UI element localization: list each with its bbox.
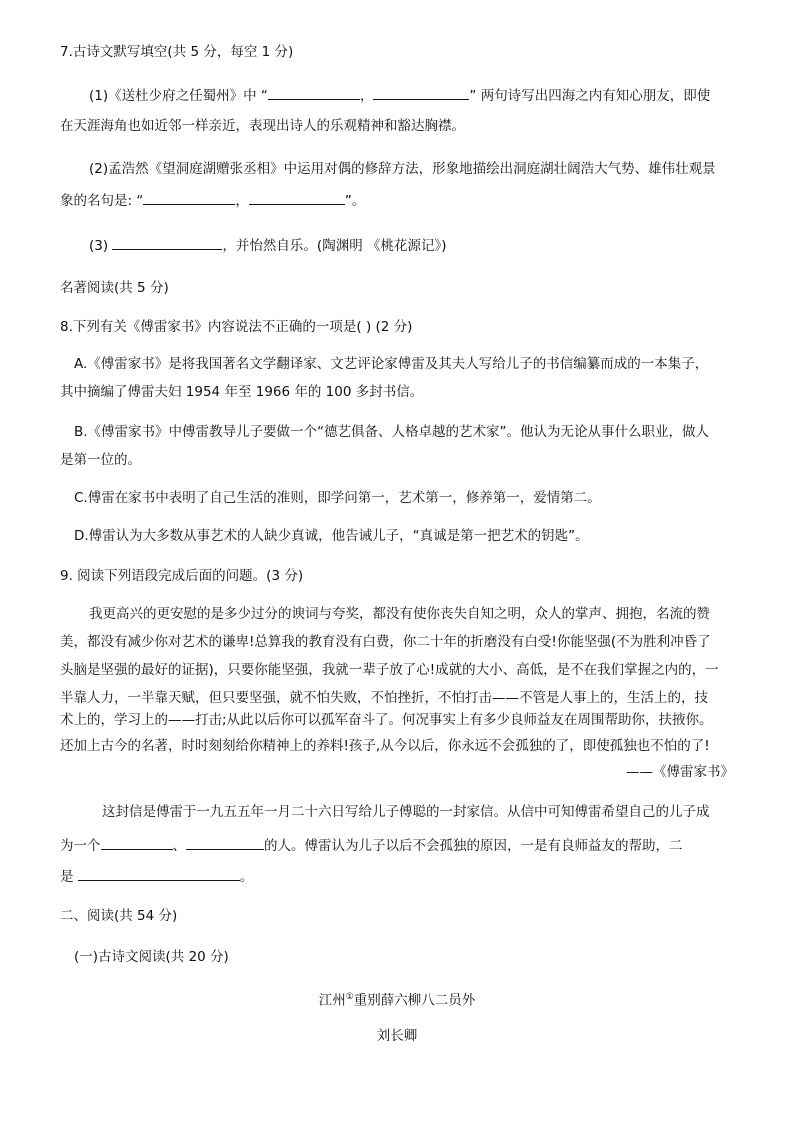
q7-item2-line1: (2)孟浩然《望洞庭湖赠张丞相》中运用对偶的修辞方法，形象地描绘出洞庭湖壮阔浩大气势、雄伟壮观景 [89, 161, 716, 177]
q7-item1-blank1[interactable] [268, 86, 360, 100]
q7-item2-blank1[interactable] [143, 191, 235, 205]
q9-question-line3-prefix: 是 [60, 869, 74, 885]
q8-option-b-line2: 是第一位的。 [60, 452, 141, 468]
q9-passage-line5: 术上的，学习上的——打击;从此以后你可以孤军奋斗了。何况事实上有多少良师益友在周围帮助你，扶掖你。 [60, 712, 713, 728]
section2-title: 二、阅读(共 54 分) [60, 908, 178, 924]
q7-item2-sep: ， [235, 193, 249, 209]
q7-item1-sep: ， [359, 88, 374, 104]
q9-question-line3-suffix: 。 [239, 869, 254, 885]
q9-question-line2 [60, 836, 683, 855]
q8-option-d: D.傅雷认为大多数从事艺术的人缺少真诚，他告诫儿子，“真诚是第一把艺术的钥匙”。 [74, 528, 589, 544]
q7-item3-suffix: ，并怡然自乐。(陶渊明 《桃花源记》) [222, 238, 447, 254]
poem-title-part-b: 重别薛六柳八二员外 [353, 992, 476, 1009]
q9-question-line3 [60, 867, 253, 886]
q8-option-b-line1: B.《傅雷家书》中傅雷教导儿子要做一个“德艺俱备、人格卓越的艺术家”。他认为无论从事什么职业，做人 [74, 424, 710, 440]
mingzhu-title: 名著阅读(共 5 分) [60, 280, 169, 296]
q9-blank1[interactable] [101, 836, 173, 850]
q9-passage-line2: 美，都没有减少你对艺术的谦卑!总算我的教育没有白费，你二十年的折磨没有白受!你能坚强(不为胜利冲昏了 [60, 634, 711, 650]
q9-passage-line3: 头脑是坚强的最好的证据)，只要你能坚强，我就一辈子放了心!成就的大小、高低，是不在我们掌握之内的，一 [60, 662, 719, 678]
q7-item3-prefix: (3) [89, 238, 109, 254]
q9-question-prefix: 为一个 [60, 838, 101, 854]
q9-question-line1: 这封信是傅雷于一九五五年一月二十六日写给儿子傅聪的一封家信。从信中可知傅雷希望自己的儿子成 [102, 804, 710, 820]
q9-blank2[interactable] [186, 836, 264, 850]
q7-item2-line2 [60, 191, 365, 210]
q8-option-a-line2: 其中摘编了傅雷夫妇 1954 年至 1966 年的 100 多封书信。 [60, 384, 424, 400]
q9-title: 9. 阅读下列语段完成后面的问题。(3 分) [60, 568, 304, 584]
q9-blank3[interactable] [78, 867, 240, 881]
q7-title: 7.古诗文默写填空(共 5 分，每空 1 分) [60, 44, 294, 60]
q9-passage-line1: 我更高兴的更安慰的是多少过分的谀词与夸奖，都没有使你丧失自知之明，众人的掌声、拥抱，名流的赞 [89, 606, 710, 622]
q7-item3-blank[interactable] [112, 236, 222, 250]
section2-subtitle: (一)古诗文阅读(共 20 分) [74, 949, 229, 965]
q7-item1-line1 [89, 86, 710, 105]
q7-item1-blank2[interactable] [373, 86, 469, 100]
q7-item2-prefix: 象的名句是: “ [60, 193, 144, 209]
q7-item1-line2: 在天涯海角也如近邻一样亲近，表现出诗人的乐观精神和豁达胸襟。 [60, 118, 465, 134]
q7-item1-suffix: ” 两句诗写出四海之内有知心朋友，即使 [469, 88, 711, 104]
q8-option-a-line1: A.《傅雷家书》是将我国著名文学翻译家、文艺评论家傅雷及其夫人写给儿子的书信编纂而成的一本集子， [74, 356, 709, 372]
q7-item1-prefix: (1)《送杜少府之任蜀州》中 “ [89, 88, 268, 104]
poem-note-mark: ① [345, 992, 354, 1002]
poem-title [0, 988, 794, 1010]
q9-source: ——《傅雷家书》 [626, 764, 734, 780]
q8-title: 8.下列有关《傅雷家书》内容说法不正确的一项是( ) (2 分) [60, 319, 413, 335]
q9-question-sep: 、 [172, 838, 186, 854]
poem-title-part-a: 江州 [318, 992, 346, 1009]
q8-option-c: C.傅雷在家书中表明了自己生活的准则，即学问第一，艺术第一，修养第一，爱情第二。 [74, 490, 601, 506]
q9-passage-line4: 半靠人力，一半靠天赋，但只要坚强，就不怕失败，不怕挫折，不怕打击——不管是人事上的，生活上的，技 [60, 690, 708, 706]
q7-item3-line [89, 236, 447, 255]
poem-author: 刘长卿 [376, 1028, 418, 1044]
q7-item2-blank2[interactable] [249, 191, 345, 205]
q9-passage-line6: 还加上古今的名著，时时刻刻给你精神上的养料!孩子,从今以后，你永远不会孤独的了，即使孤独也不怕的了! [60, 738, 710, 754]
q9-question-suffix: 的人。傅雷认为儿子以后不会孤独的原因，一是有良师益友的帮助，二 [264, 838, 683, 854]
q7-item2-suffix: ”。 [344, 193, 366, 209]
